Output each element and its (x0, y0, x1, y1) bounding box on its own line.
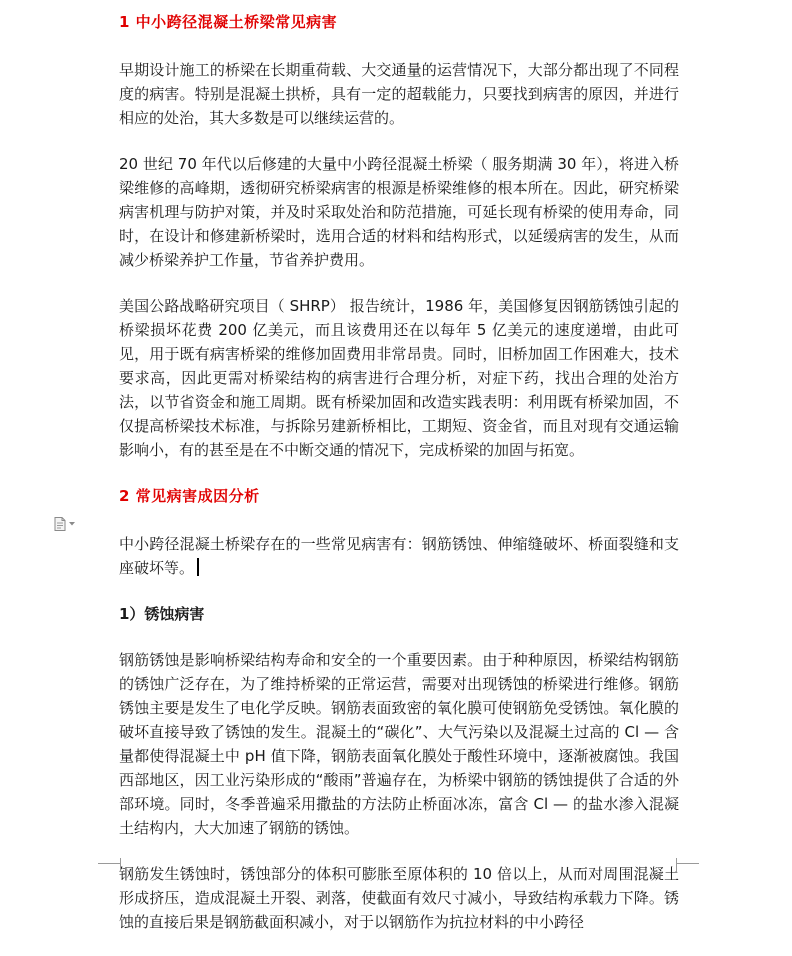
body-paragraph-with-cursor (119, 532, 679, 580)
section-heading-1: 1 中小跨径混凝土桥梁常见病害 (119, 13, 338, 31)
body-paragraph: 钢筋锈蚀是影响桥梁结构寿命和安全的一个重要因素。由于种种原因，桥梁结构钢筋的锈蚀广泛存在，为了维持桥梁的正常运营，需要对出现锈蚀的桥梁进行维修。钢筋锈蚀主要是发生了电化学反映。钢筋表面致密的氧化膜可使钢筋免受锈蚀。氧化膜的破坏直接导致了锈蚀的发生。混凝土的“碳化”、大气污染以及混凝土过高的 Cl — 含量都使得混凝土中 pH 值下降，钢筋表面氧化膜处于酸性环境中，逐渐被腐蚀。我国西部地区，因工业污染形成的“酸雨”普遍存在，为桥梁中钢筋的锈蚀提供了合适的外部环境。同时，冬季普遍采用撒盐的方法防止桥面冰冻，富含 Cl — 的盐水渗入混凝土结构内，大大加速了钢筋的锈蚀。 (119, 651, 679, 837)
body-paragraph: 20 世纪 70 年代以后修建的大量中小跨径混凝土桥梁（ 服务期满 30 年），将进入桥梁维修的高峰期，透彻研究桥梁病害的根源是桥梁维修的根本所在。因此，研究桥梁病害机理与防护对策，并及时采取处治和防范措施，可延长现有桥梁的使用寿命，同时，在设计和修建新桥梁时，选用合适的材料和结构形式，以延缓病害的发生，从而减少桥梁养护工作量，节省养护费用。 (119, 155, 679, 269)
body-paragraph: 美国公路战略研究项目（ SHRP） 报告统计，1986 年，美国修复因钢筋锈蚀引起的桥梁损坏花费 200 亿美元，而且该费用还在以每年 5 亿美元的速度递增，由此可见，用于既有病害桥梁的维修加固费用非常昂贵。同时，旧桥加固工作困难大，技术要求高，因此更需对桥梁结构的病害进行合理分析，对症下药，找出合理的处治方法，以节省资金和施工周期。既有桥梁加固和改造实践表明：利用既有桥梁加固，不仅提高桥梁技术标准，与拆除另建新桥相比，工期短、资金省，而且对现有交通运输影响小，有的甚至是在不中断交通的情况下，完成桥梁的加固与拓宽。 (119, 297, 679, 459)
subsection-heading: 1）锈蚀病害 (119, 605, 205, 623)
text-cursor (197, 558, 199, 576)
document-body[interactable] (119, 10, 679, 956)
body-paragraph: 早期设计施工的桥梁在长期重荷载、大交通量的运营情况下，大部分都出现了不同程度的病害。特别是混凝土拱桥，具有一定的超载能力，只要找到病害的原因，并进行相应的处治，其大多数是可以继续运营的。 (119, 61, 679, 127)
intro-text: 中小跨径混凝土桥梁存在的一些常见病害有：钢筋锈蚀、伸缩缝破坏、桥面裂缝和支座破坏等。 (119, 535, 679, 577)
paragraph-options-button[interactable] (54, 516, 78, 532)
page-corner-mark-right (676, 858, 699, 872)
document-icon (54, 517, 66, 531)
page-corner-mark-left (98, 858, 121, 872)
body-paragraph: 钢筋发生锈蚀时，锈蚀部分的体积可膨胀至原体积的 10 倍以上，从而对周围混凝土形成挤压，造成混凝土开裂、剥落，使截面有效尺寸减小，导致结构承载力下降。锈蚀的直接后果是钢筋截面积减小，对于以钢筋作为抗拉材料的中小跨径 (119, 865, 679, 931)
chevron-down-icon (69, 522, 75, 526)
section-heading-2: 2 常见病害成因分析 (119, 487, 260, 505)
